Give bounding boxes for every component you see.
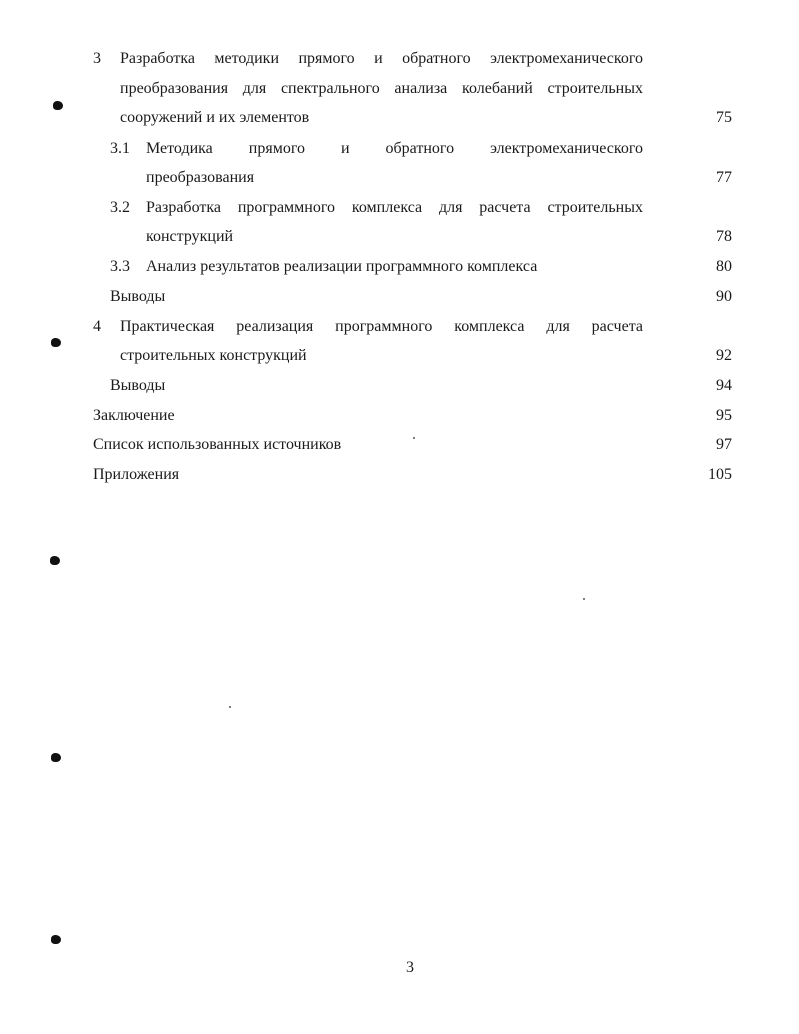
scan-speck [229, 706, 231, 708]
toc-entry-page: 94 [716, 377, 732, 394]
scan-speck [583, 598, 585, 600]
toc-entry-title-line: Разработка программного комплекса для расчета строительных [146, 199, 643, 216]
toc-entry-page: 95 [716, 407, 732, 424]
toc-entry-title-line: Приложения [93, 466, 180, 483]
toc-entry-title-line: Практическая реализация программного комплекса для расчета [120, 318, 643, 335]
toc-entry-number: 3.3 [110, 258, 130, 275]
toc-entry-title-line: Список использованных источников [93, 436, 342, 453]
toc-entry-page: 90 [716, 288, 732, 305]
toc-entry-title-line: преобразования [146, 169, 255, 186]
toc-entry-page: 80 [716, 258, 732, 275]
toc-entry-number: 4 [93, 318, 101, 335]
toc-entry-page: 77 [716, 169, 732, 186]
toc-entry-title-line: Методика прямого и обратного электромеханического [146, 140, 643, 157]
toc-entry-title-line: конструкций [146, 228, 234, 245]
toc-entry-title-line: сооружений и их элементов [120, 109, 310, 126]
toc-entry-page: 92 [716, 347, 732, 364]
punch-hole-4 [51, 753, 61, 762]
punch-hole-3 [50, 556, 60, 565]
toc-entry-number: 3.2 [110, 199, 130, 216]
toc-entry-page: 97 [716, 436, 732, 453]
toc-entry-number: 3 [93, 50, 101, 67]
toc-entry-page: 78 [716, 228, 732, 245]
toc-entry-number: 3.1 [110, 140, 130, 157]
toc-entry-title-line: преобразования для спектрального анализа колебаний строительных [120, 80, 643, 97]
toc-entry-page: 105 [708, 466, 732, 483]
toc-entry-title-line: Выводы [110, 377, 166, 394]
toc-entry-page: 75 [716, 109, 732, 126]
toc-entry-title-line: Разработка методики прямого и обратного электромеханического [120, 50, 643, 67]
page-number: 3 [406, 959, 414, 976]
toc-entry-title-line: Выводы [110, 288, 166, 305]
toc-entry-title-line: строительных конструкций [120, 347, 307, 364]
toc-entry-title-line: Анализ результатов реализации программного комплекса [146, 258, 538, 275]
toc-entry-title-line: Заключение [93, 407, 175, 424]
punch-hole-1 [53, 101, 63, 110]
scan-speck [413, 437, 415, 439]
punch-hole-2 [51, 338, 61, 347]
punch-hole-5 [51, 935, 61, 944]
